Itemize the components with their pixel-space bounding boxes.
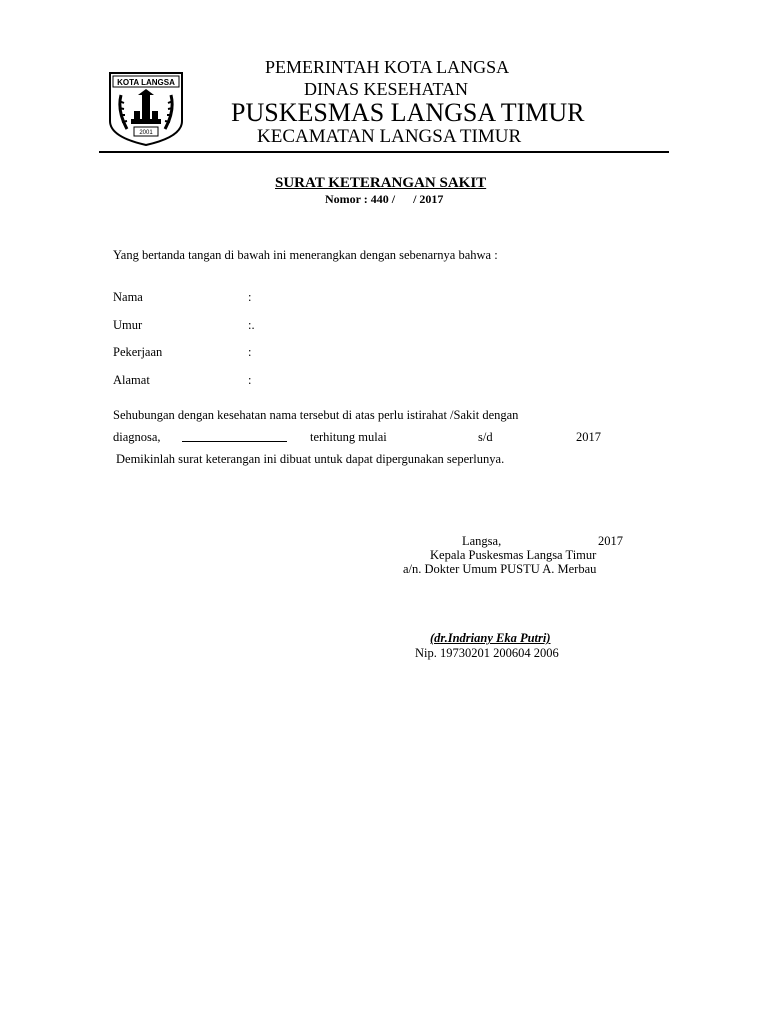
start-date-label: terhitung mulai	[310, 430, 387, 444]
closing-sentence: Demikinlah surat keterangan ini dibuat untuk dapat dipergunakan seperlunya.	[116, 452, 505, 466]
signatory-on-behalf: a/n. Dokter Umum PUSTU A. Merbau	[403, 562, 597, 576]
field-colon-nama: :	[248, 290, 252, 304]
period-year: 2017	[576, 430, 601, 444]
signatory-nip: Nip. 19730201 200604 2006	[415, 646, 559, 660]
until-label: s/d	[478, 430, 493, 444]
field-colon-alamat: :	[248, 373, 252, 387]
signature-year: 2017	[598, 534, 623, 548]
diagnosis-blank-line	[182, 441, 287, 442]
signatory-position: Kepala Puskesmas Langsa Timur	[430, 548, 597, 562]
government-name: PEMERINTAH KOTA LANGSA	[265, 57, 510, 77]
document-title: SURAT KETERANGAN SAKIT	[275, 175, 487, 191]
department-name: DINAS KESEHATAN	[304, 79, 469, 99]
signature-place: Langsa,	[462, 534, 502, 548]
diagnosis-label: diagnosa,	[113, 430, 161, 444]
logo-year: 2001	[139, 130, 153, 136]
document-number: Nomor : 440 / / 2017	[325, 192, 444, 206]
paragraph-rest-statement: Sehubungan dengan kesehatan nama tersebut di atas perlu istirahat /Sakit dengan	[113, 408, 519, 422]
city-emblem-logo	[107, 71, 185, 147]
field-label-pekerjaan: Pekerjaan	[113, 345, 163, 359]
logo-text: KOTA LANGSA	[117, 78, 175, 87]
signatory-name: (dr.Indriany Eka Putri)	[430, 631, 551, 645]
district-name: KECAMATAN LANGSA TIMUR	[257, 126, 522, 147]
intro-sentence: Yang bertanda tangan di bawah ini menerangkan dengan sebenarnya bahwa :	[113, 248, 498, 262]
institution-name: PUSKESMAS LANGSA TIMUR	[231, 98, 585, 127]
field-label-nama: Nama	[113, 290, 143, 304]
field-colon-umur: :.	[248, 318, 255, 332]
field-label-umur: Umur	[113, 318, 143, 332]
field-label-alamat: Alamat	[113, 373, 150, 387]
letterhead-divider	[99, 151, 669, 153]
field-colon-pekerjaan: :	[248, 345, 252, 359]
